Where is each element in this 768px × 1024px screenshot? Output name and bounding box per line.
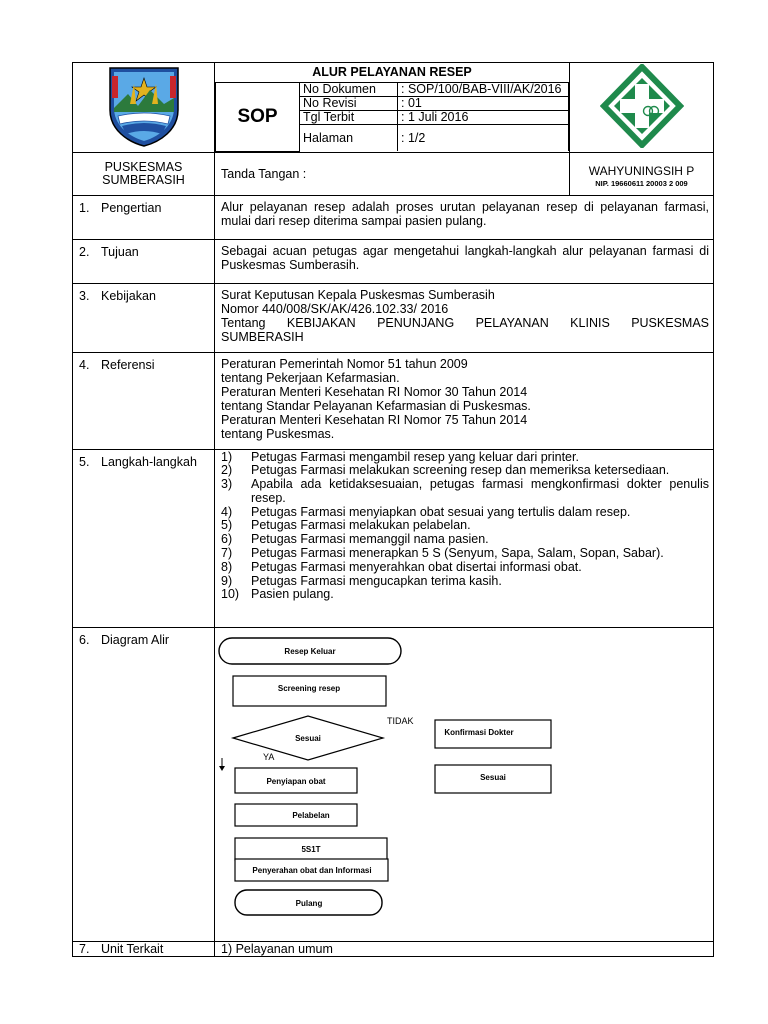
info-key-tgl-terbit: Tgl Terbit bbox=[300, 111, 398, 125]
info-value-no-dokumen: : SOP/100/BAB-VIII/AK/2016 bbox=[398, 83, 569, 97]
content-kebijakan: Surat Keputusan Kepala Puskesmas Sumberasih Nomor 440/008/SK/AK/426.102.33/ 2016 Tentang KEBIJAKAN PENUNJANG PELAYANAN KLINIS PUSKESMAS SUMBERASIH bbox=[215, 283, 714, 352]
signature-cell bbox=[215, 152, 570, 195]
list-item: 8) Petugas Farmasi menyerahkan obat disertai informasi obat. bbox=[221, 559, 582, 574]
signer-nip: NIP. 19660611 20003 2 009 bbox=[595, 179, 688, 188]
list-item: 4) Petugas Farmasi menyiapkan obat sesuai yang tertulis dalam resep. bbox=[221, 504, 631, 519]
flow-decision-label: Sesuai bbox=[295, 733, 321, 743]
info-value-halaman: : 1/2 bbox=[398, 125, 569, 152]
list-item: 10) Pasien pulang. bbox=[221, 587, 334, 602]
list-item: 3) Apabila ada ketidaksesuaian, petugas farmasi mengkonfirmasi dokter penulis resep. bbox=[221, 477, 709, 505]
content-unit: 1) Pelayanan umum bbox=[215, 941, 714, 956]
flow-handover-label: Penyerahan obat dan Informasi bbox=[252, 865, 372, 875]
label-referensi: 4. Referensi bbox=[73, 352, 215, 449]
org-name-cell bbox=[73, 152, 215, 195]
list-item: 2) Petugas Farmasi melakukan screening resep dan memeriksa ketersediaan. bbox=[221, 463, 670, 478]
flow-confirm-label: Konfirmasi Dokter bbox=[444, 727, 514, 737]
header-middle-cell bbox=[215, 63, 570, 153]
list-item: 6) Petugas Farmasi memanggil nama pasien. bbox=[221, 532, 489, 547]
document-title: ALUR PELAYANAN RESEP bbox=[216, 63, 569, 83]
flowchart-cell bbox=[215, 627, 714, 941]
label-tujuan: 2. Tujuan bbox=[73, 239, 215, 283]
content-langkah bbox=[215, 449, 714, 627]
signature-label: Tanda Tangan : bbox=[221, 166, 307, 181]
info-key-no-revisi: No Revisi bbox=[300, 97, 398, 111]
regency-crest-cell bbox=[73, 63, 215, 153]
puskesmas-logo-icon bbox=[600, 64, 684, 148]
flowchart bbox=[215, 628, 714, 941]
list-item: 5) Petugas Farmasi melakukan pelabelan. bbox=[221, 518, 471, 533]
referensi-line: Peraturan Pemerintah Nomor 51 tahun 2009 bbox=[221, 356, 468, 371]
label-langkah: 5. Langkah-langkah bbox=[73, 449, 215, 627]
referensi-line: Peraturan Menteri Kesehatan RI Nomor 75 Tahun 2014 bbox=[221, 412, 528, 427]
regency-crest-icon bbox=[106, 64, 182, 148]
info-key-halaman: Halaman bbox=[300, 125, 398, 152]
document-info-table bbox=[215, 63, 569, 152]
flow-screening-label: Screening resep bbox=[277, 683, 341, 693]
signer-cell bbox=[570, 152, 714, 195]
list-item: 9) Petugas Farmasi mengucapkan terima kasih. bbox=[221, 573, 502, 588]
content-pengertian: Alur pelayanan resep adalah proses urutan pelayanan resep di pelayanan farmasi, mulai dari resep diterima sampai pasien pulang. bbox=[215, 195, 714, 239]
org-name-line1: PUSKESMAS bbox=[104, 159, 183, 174]
flow-arrow-head-icon bbox=[219, 766, 225, 771]
steps-list bbox=[221, 451, 709, 603]
info-value-tgl-terbit: : 1 Juli 2016 bbox=[398, 111, 569, 125]
flow-five-s-label: 5S1T bbox=[301, 844, 321, 854]
label-pengertian: 1. Pengertian bbox=[73, 195, 215, 239]
flow-start-label: Resep Keluar bbox=[284, 646, 336, 656]
list-item: 7) Petugas Farmasi menerapkan 5 S (Senyum, Sapa, Salam, Sopan, Sabar). bbox=[221, 546, 664, 561]
flow-prepare-label: Penyiapan obat bbox=[266, 776, 326, 786]
flow-yes-label: YA bbox=[263, 751, 275, 762]
puskesmas-logo-cell bbox=[570, 63, 714, 153]
list-item: 1) Petugas Farmasi mengambil resep yang keluar dari printer. bbox=[221, 449, 579, 464]
referensi-line: Peraturan Menteri Kesehatan RI Nomor 30 Tahun 2014 bbox=[221, 384, 528, 399]
flow-label-label: Pelabelan bbox=[292, 810, 330, 820]
signer-name: WAHYUNINGSIH P bbox=[588, 164, 695, 178]
referensi-line: tentang Puskesmas. bbox=[221, 426, 335, 441]
sop-table bbox=[72, 62, 714, 957]
flow-sesuai-label: Sesuai bbox=[480, 772, 506, 782]
content-tujuan: Sebagai acuan petugas agar mengetahui langkah-langkah alur pelayanan farmasi di Puskesmas Sumberasih. bbox=[215, 239, 714, 283]
org-name-line2: SUMBERASIH bbox=[102, 172, 185, 187]
sop-label: SOP bbox=[216, 83, 300, 152]
label-unit: 7. Unit Terkait bbox=[73, 941, 215, 956]
info-value-no-revisi: : 01 bbox=[398, 97, 569, 111]
label-diagram: 6. Diagram Alir bbox=[73, 627, 215, 941]
referensi-line: tentang Pekerjaan Kefarmasian. bbox=[221, 370, 400, 385]
referensi-line: tentang Standar Pelayanan Kefarmasian di Puskesmas. bbox=[221, 398, 531, 413]
flow-no-label: TIDAK bbox=[387, 715, 414, 726]
content-referensi bbox=[215, 352, 714, 449]
flow-end-label: Pulang bbox=[295, 898, 323, 908]
info-key-no-dokumen: No Dokumen bbox=[300, 83, 398, 97]
label-kebijakan: 3. Kebijakan bbox=[73, 283, 215, 352]
